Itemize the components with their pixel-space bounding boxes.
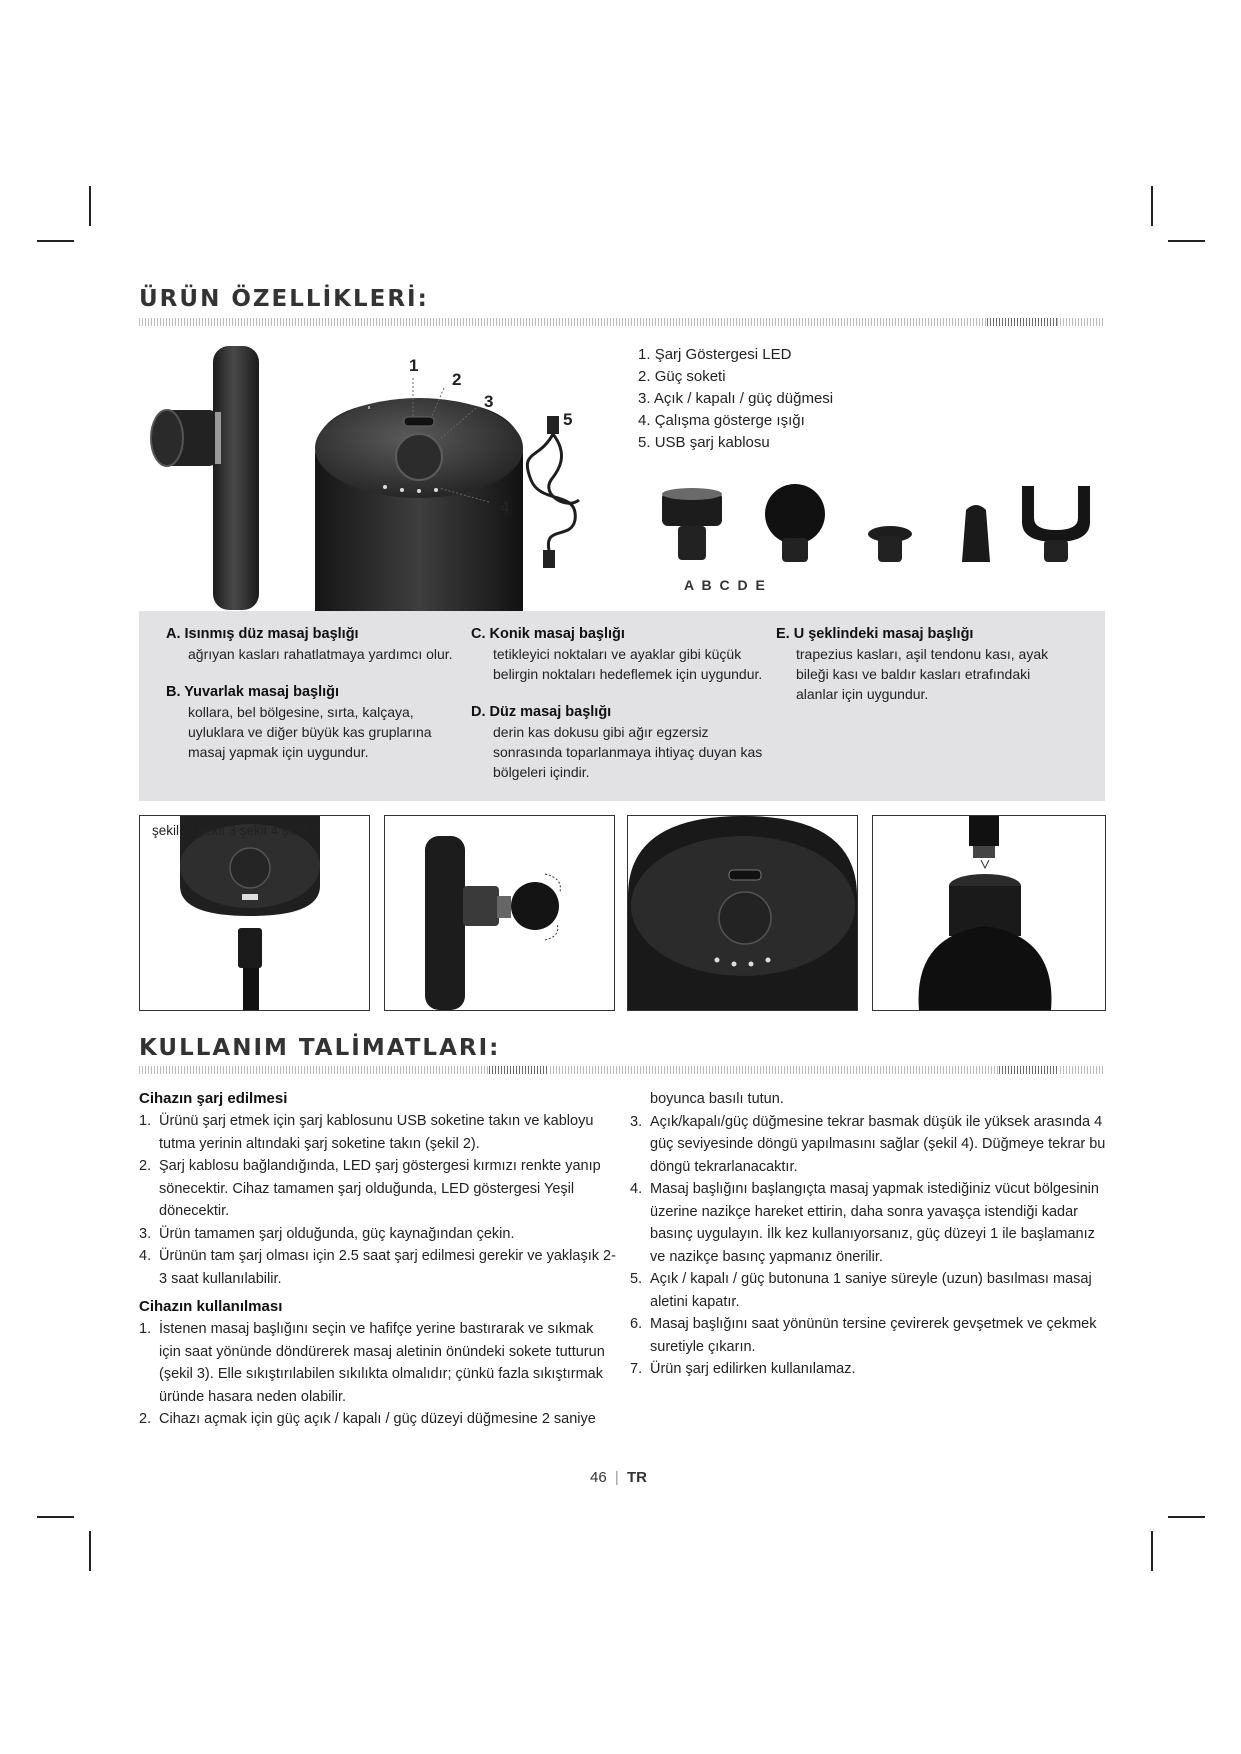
crop-mark: [1151, 1531, 1153, 1571]
head-c-bullet: [868, 526, 912, 562]
list-item: 6. Masaj başlığını saat yönünün tersine çevirerek gevşetmek ve çekmek suretiyle çıkarın.: [630, 1316, 1097, 1355]
usage-list-continued: [630, 1111, 1108, 1381]
head-c-title: C. Konik masaj başlığı: [471, 626, 625, 642]
charging-list: [139, 1110, 617, 1290]
figure-box-3: [384, 815, 615, 1011]
callout-3: 3: [484, 392, 494, 411]
head-a-body: ağrıyan kasları rahatlatmaya yardımcı olur.: [188, 646, 453, 662]
callout-4: 4: [500, 498, 510, 517]
crop-mark: [1151, 186, 1153, 226]
figure-caption: şekil .2 şekil 3 şekil 4 şekil 5: [152, 823, 321, 838]
crop-mark: [89, 1531, 91, 1571]
list-item: 1. Ürünü şarj etmek için şarj kablosunu USB soketine takın ve kabloyu tutma yerinin altındaki şarj soketine takın (şekil 2).: [139, 1113, 594, 1152]
list-item: 1. Şarj Göstergesi LED: [638, 346, 792, 363]
head-d-body: derin kas dokusu gibi ağır egzersiz sonrasında toparlanmaya ihtiyaç duyan kas bölgeleri içindir.: [493, 724, 763, 780]
section-title-features: ÜRÜN ÖZELLİKLERİ:: [139, 286, 429, 312]
parts-list: [638, 344, 833, 454]
list-item: 5. USB şarj kablosu: [638, 434, 770, 451]
usage-continued: boyunca basılı tutun.: [650, 1091, 784, 1107]
callout-2: 2: [452, 370, 462, 389]
product-illustration: [139, 330, 639, 620]
massage-gun-top-view: [315, 398, 523, 620]
page-language: TR: [626, 1469, 647, 1486]
list-item: 4. Masaj başlığını başlangıçta masaj yapmak istediğiniz vücut bölgesinin üzerine nazikçe hareket ettirin, daha sonra yavaşça istendiği kadar basınç uygulayın. İlk kez kullanıyorsanız, güç düzeyi 1 ile başlamanız ve nazikçe basınç yapmanız önerilir.: [630, 1181, 1099, 1265]
crop-mark: [89, 186, 91, 226]
list-item: 5. Açık / kapalı / güç butonuna 1 saniye süreyle (uzun) basılması masaj aletini kapatır.: [630, 1271, 1092, 1310]
crop-mark: [37, 240, 74, 242]
usage-list: [139, 1318, 617, 1431]
figure-box-5: [872, 815, 1106, 1011]
head-b-ball: [765, 484, 825, 562]
head-c-body: tetikleyici noktaları ve ayaklar gibi küçük belirgin noktaları hedeflemek için uygundur.: [493, 646, 763, 682]
list-item: 2. Cihazı açmak için güç açık / kapalı / güç düzeyi düğmesine 2 saniye: [139, 1411, 596, 1427]
head-a-flat: [662, 488, 722, 560]
list-item: 1. İstenen masaj başlığını seçin ve hafifçe yerine bastırarak ve sıkmak için saat yönünde döndürerek masaj aletinin önündeki sokete tutturun (şekil 3). Elle sıkıştırılabilen sıkılıkta olmalıdır; çünkü fazla sıkıştırmak üründe hasara neden olabilir.: [139, 1321, 605, 1405]
head-b-desc: [166, 682, 466, 762]
list-item: 3. Açık / kapalı / güç düğmesi: [638, 390, 834, 407]
instructions-right-column: [630, 1088, 1108, 1381]
crop-mark: [37, 1516, 74, 1518]
title-underline: [139, 1066, 1105, 1074]
page-separator-icon: |: [614, 1469, 619, 1486]
head-b-body: kollara, bel bölgesine, sırta, kalçaya, uyluklara ve diğer büyük kas gruplarına masaj yapmak için uygundur.: [188, 704, 432, 760]
list-item: 2. Şarj kablosu bağlandığında, LED şarj göstergesi kırmızı renkte yanıp sönecektir. Cihaz tamamen şarj olduğunda, LED göstergesi Yeşil dönecektir.: [139, 1158, 601, 1219]
head-e-title: E. U şeklindeki masaj başlığı: [776, 626, 974, 642]
massage-heads-illustration: [650, 478, 1110, 578]
crop-mark: [1168, 240, 1205, 242]
head-b-title: B. Yuvarlak masaj başlığı: [166, 684, 340, 700]
figure-box-2: [139, 815, 370, 1011]
crop-mark: [1168, 1516, 1205, 1518]
head-e-fork: [1022, 486, 1090, 562]
list-item: 3. Ürün tamamen şarj olduğunda, güç kaynağından çekin.: [139, 1225, 515, 1242]
title-underline: [139, 318, 1105, 326]
list-item: 4. Çalışma gösterge ışığı: [638, 412, 805, 429]
head-e-body: trapezius kasları, aşil tendonu kası, ayak bileği kası ve baldır kasları etrafındaki alanlar için uygundur.: [796, 646, 1049, 702]
usb-cable: [527, 416, 579, 568]
callout-1: 1: [409, 356, 419, 375]
usage-title: Cihazın kullanılması: [139, 1298, 283, 1315]
list-item: 2. Güç soketi: [638, 368, 726, 385]
charging-title: Cihazın şarj edilmesi: [139, 1090, 288, 1107]
list-item: 7. Ürün şarj edilirken kullanılamaz.: [630, 1361, 856, 1377]
head-d-title: D. Düz masaj başlığı: [471, 704, 612, 720]
list-item: 3. Açık/kapalı/güç düğmesine tekrar basmak düşük ile yüksek arasında 4 güç seviyesinde döngü yapılmasını sağlar (şekil 4). Düğmeye tekrar bu döngü tekrarlanacaktır.: [630, 1113, 1106, 1175]
callout-5: 5: [563, 410, 573, 429]
head-c-desc: [471, 624, 781, 684]
section-title-instructions: KULLANIM TALİMATLARI:: [139, 1035, 501, 1061]
page-footer: [590, 1469, 647, 1486]
head-d-desc: [471, 702, 781, 782]
massage-gun-side-view: [151, 346, 259, 610]
head-letters-label: A B C D E: [684, 577, 767, 593]
head-e-desc: [776, 624, 1096, 704]
list-item: 4. Ürünün tam şarj olması için 2.5 saat şarj edilmesi gerekir ve yaklaşık 2-3 saat kullanılabilir.: [139, 1248, 616, 1287]
head-a-title: A. Isınmış düz masaj başlığı: [166, 626, 359, 642]
figure-box-4: [627, 815, 858, 1011]
instructions-left-column: [139, 1088, 617, 1431]
page-number: 46: [590, 1469, 607, 1486]
head-d-cone: [962, 505, 990, 562]
head-a-desc: [166, 624, 466, 664]
